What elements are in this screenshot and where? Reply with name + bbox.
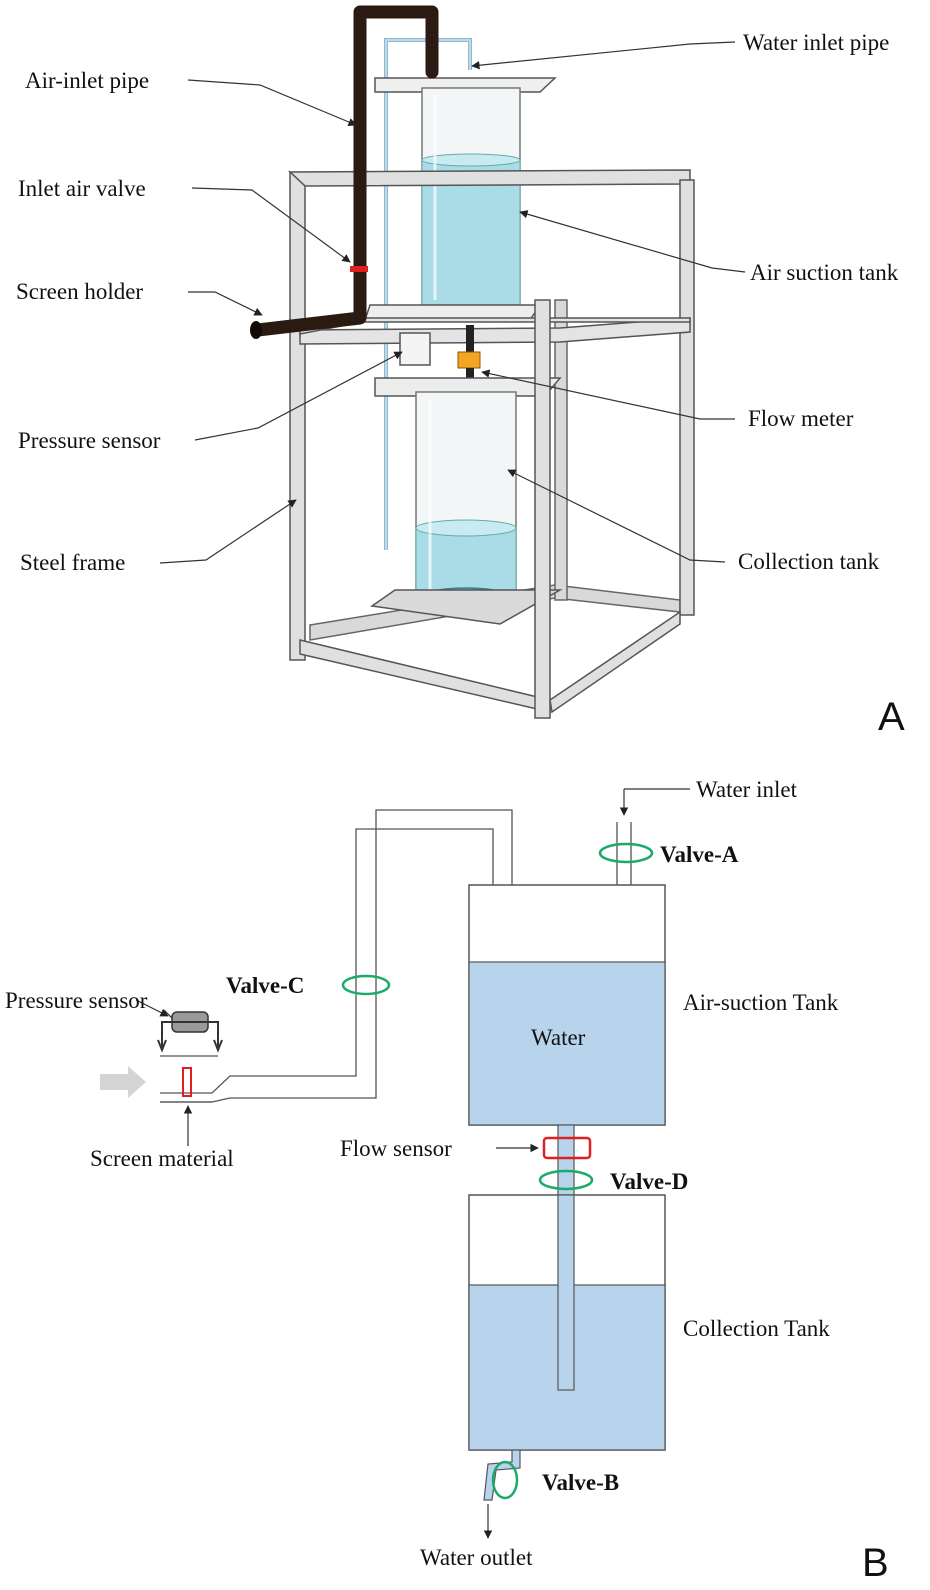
label-collection-tank-b: Collection Tank [683,1316,830,1341]
pressure-sensor-schematic [158,1010,222,1102]
air-flow-arrow [100,1066,146,1098]
label-air-inlet-pipe: Air-inlet pipe [25,68,150,93]
label-valve-b: Valve-B [542,1470,620,1495]
label-screen-holder: Screen holder [16,279,144,304]
panel-b [5,777,889,1585]
water-inlet-pipe-schematic [617,822,631,885]
label-collection-tank-a: Collection tank [738,549,880,574]
label-water-inlet: Water inlet [696,777,797,802]
air-pipe-route [160,810,512,1102]
valve-a-ring [600,844,652,862]
label-steel-frame: Steel frame [20,550,126,575]
label-valve-c: Valve-C [226,973,305,998]
panel-letter-b: B [862,1541,889,1585]
label-pressure-sensor-a: Pressure sensor [18,428,161,453]
inlet-air-valve-shape [350,266,368,272]
collection-tank-3d [416,392,516,612]
label-inlet-air-valve: Inlet air valve [18,176,146,201]
panel-letter-a: A [878,695,905,739]
label-water: Water [531,1025,586,1050]
screen-material-shape [183,1068,191,1096]
collection-tank-schematic [469,1195,665,1450]
label-flow-meter: Flow meter [748,406,854,431]
label-flow-sensor: Flow sensor [340,1136,452,1161]
label-pressure-sensor-b: Pressure sensor [5,988,148,1013]
label-screen-material: Screen material [90,1146,234,1171]
label-air-suction-tank-a: Air suction tank [750,260,899,285]
valve-c-ring [343,976,389,994]
pressure-sensor-shape [400,333,430,365]
label-water-inlet-pipe: Water inlet pipe [743,30,890,55]
air-suction-tank-schematic [469,885,665,1125]
panel-a [16,12,905,739]
label-valve-a: Valve-A [660,842,739,867]
label-water-outlet: Water outlet [420,1545,533,1570]
label-valve-d: Valve-D [610,1169,689,1194]
label-air-suction-tank-b: Air-suction Tank [683,990,839,1015]
air-suction-tank-3d [422,88,520,306]
